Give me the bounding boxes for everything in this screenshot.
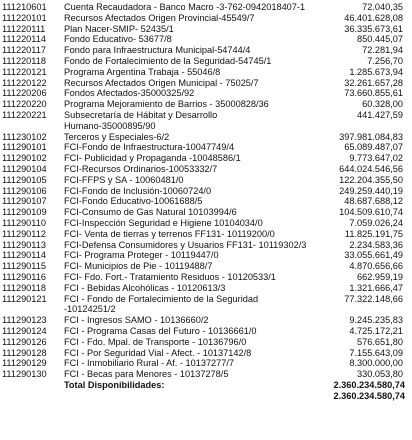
account-code: 111290112 [2, 228, 46, 239]
total-label: Total Disponibilidades: [64, 380, 165, 390]
account-amount: 9.245.235,83 [349, 315, 403, 326]
account-description: Cuenta Recaudadora - Banco Macro -3-762-0942018407-1 [64, 2, 306, 12]
account-amount: 7.256,70 [367, 56, 403, 66]
account-amount: 4.725.172,21 [349, 326, 403, 336]
account-description: FCI-Fondo de Infraestructura-10047749/4 [64, 142, 235, 153]
account-description: FCI - Bebidas Alcohólicas - 10120613/3 [64, 282, 226, 293]
account-description: FCI- Fdo. Fort.- Tratamiento Residuos - 10120533/1 [64, 272, 276, 282]
account-code: 111220121 [2, 66, 47, 77]
account-description: Plan Nacer-SMIP- 52435/1 [64, 23, 174, 34]
account-amount: 33.055.661,49 [344, 250, 403, 261]
account-amount: 72.040,35 [362, 2, 403, 12]
account-amount: 249.259.440,19 [339, 185, 403, 196]
account-code: 111290126 [2, 336, 47, 347]
account-description: Programa Mejoramiento de Barrios - 35000828/36 [64, 99, 269, 110]
account-code: 111290114 [2, 250, 46, 261]
account-amount: 48.687.688,12 [344, 196, 403, 207]
account-description: Fondo para Infraestructura Municipal-54744/4 [64, 45, 251, 56]
account-description: FCI- Venta de tierras y terrenos FF131- 10119200/0 [64, 228, 275, 239]
account-amount: 7.155.643,09 [349, 347, 403, 358]
account-amount: 32.261.657,28 [344, 77, 403, 88]
account-description: Recursos Afectados Origen Municipal - 75025/7 [64, 77, 259, 88]
grand-total-amount: 2.360.234.580,74 [333, 390, 405, 401]
account-description: Programa Argentina Trabaja - 55046/8 [64, 66, 221, 77]
account-code: 111290101 [2, 142, 47, 153]
account-code: 111290106 [2, 185, 47, 196]
account-description: Fondo Educativo- 53677/8 [64, 34, 172, 45]
account-code: 111290109 [2, 207, 47, 218]
account-amount: 576.651,80 [357, 336, 403, 347]
account-amount: 65.089.487,07 [344, 142, 403, 153]
account-code: 111290107 [2, 196, 47, 207]
account-amount: 122.204.355,50 [339, 174, 403, 185]
account-code: 111290115 [2, 261, 46, 272]
account-code: 111220206 [2, 88, 47, 99]
account-code: 111290113 [2, 239, 46, 250]
account-code: 111290110 [2, 218, 46, 228]
account-code: 111220118 [2, 56, 46, 66]
account-amount: 397.981.084,83 [339, 131, 403, 142]
account-description: FCI- Programa Proteger - 10119447/0 [64, 250, 219, 261]
account-amount: 7.059.026,24 [349, 218, 403, 228]
account-amount: 644.024.546,56 [339, 164, 403, 174]
account-amount: 36.335.673,61 [344, 23, 403, 34]
account-amount: 662.959,19 [357, 272, 403, 282]
account-amount: 9.773.647,02 [349, 153, 403, 164]
account-code: 111290102 [2, 153, 47, 164]
account-amount: 1.321.666,47 [349, 282, 403, 293]
account-description: FCI - Inmobiliario Rural - Af. - 10137277/7 [64, 358, 235, 369]
account-description: FCI-Consumo de Gas Natural 10103994/6 [64, 207, 237, 218]
account-description: Fondo de Fortalecimiento de la Seguridad-54745/1 [64, 56, 272, 66]
account-code: 111220221 [2, 110, 47, 120]
account-description: FCI-Fondo Educativo-10061688/5 [64, 196, 203, 207]
account-description: FCI - Fdo. Mpal. de Transporte - 10136796/0 [64, 336, 247, 347]
account-code: 111290123 [2, 315, 47, 326]
account-code: 111290130 [2, 369, 47, 380]
account-description: Recursos Afectados Origen Provincial-45549/7 [64, 12, 255, 23]
account-description: FCI- Municipios de Pie - 10119488/7 [64, 261, 213, 272]
account-amount: 72.281,94 [362, 45, 403, 56]
account-amount: 73.660.855,61 [344, 88, 403, 99]
account-description: FCI - Programa Casas del Futuro - 10136661/0 [64, 326, 257, 336]
account-amount: 104.509.610,74 [339, 207, 403, 218]
account-amount: 11.825.191,75 [344, 228, 403, 239]
account-code: 111220101 [2, 12, 47, 23]
account-code: 111290105 [2, 174, 47, 185]
account-code: 111220117 [2, 45, 46, 56]
account-description: FCI-Recursos Ordinarios-10053332/7 [64, 164, 218, 174]
account-description: FCI-Defensa Consumidores y Usuarios FF131- 10119302/3 [64, 239, 307, 250]
account-code: 111290124 [2, 326, 47, 336]
account-code: 111220220 [2, 99, 47, 110]
account-description: Subsecretaría de Hábitat y Desarrollo [64, 110, 218, 120]
account-code: 111290118 [2, 282, 46, 293]
account-description: Humano-35000895/90 [64, 120, 156, 131]
account-amount: 77.322.148,66 [344, 293, 403, 304]
account-code: 111290129 [2, 358, 47, 369]
account-amount: 1.285.673,94 [349, 66, 403, 77]
account-amount: 2.234.583,36 [349, 239, 403, 250]
account-description: FCI - Ingresos SAMO - 10136660/2 [64, 315, 209, 326]
account-code: 111220122 [2, 77, 47, 88]
account-description: -10124251/2 [64, 304, 116, 315]
account-amount: 60.328,00 [362, 99, 403, 110]
account-description: FCI- Publicidad y Propaganda -10048586/1 [64, 153, 241, 164]
account-description: FCI - Fondo de Fortalecimiento de la Seguridad [64, 293, 259, 304]
account-description: Terceros y Especiales-6/2 [64, 131, 170, 142]
account-description: FCI-Inspección Seguridad e Higiene 10104034/0 [64, 218, 263, 228]
account-code: 111220114 [2, 34, 46, 45]
account-description: FCI-FFPS y SA - 10060481/0 [64, 174, 184, 185]
account-amount: 46.401.628,08 [344, 12, 403, 23]
account-code: 111230102 [2, 131, 47, 142]
account-description: Fondos Afectados-35000325/92 [64, 88, 195, 99]
account-description: FCI - Por Seguridad Vial - Afect. - 10137142/8 [64, 347, 252, 358]
account-amount: 8.300.000,00 [349, 358, 403, 369]
account-code: 111210601 [2, 2, 47, 12]
account-code: 111290128 [2, 347, 47, 358]
account-code: 111290121 [2, 293, 47, 304]
account-description: FCI - Becas para Menores - 10137278/5 [64, 369, 229, 380]
total-amount: 2.360.234.580,74 [333, 380, 405, 390]
account-amount: 330.053,80 [357, 369, 403, 380]
account-code: 111220111 [2, 23, 46, 34]
account-code: 111290104 [2, 164, 47, 174]
account-amount: 441.427,59 [357, 110, 403, 120]
account-amount: 850.445,07 [357, 34, 403, 45]
account-amount: 4.870.656,66 [349, 261, 403, 272]
account-description: FCI-Fondo de Inclusión-10060724/0 [64, 185, 212, 196]
account-code: 111290116 [2, 272, 46, 282]
